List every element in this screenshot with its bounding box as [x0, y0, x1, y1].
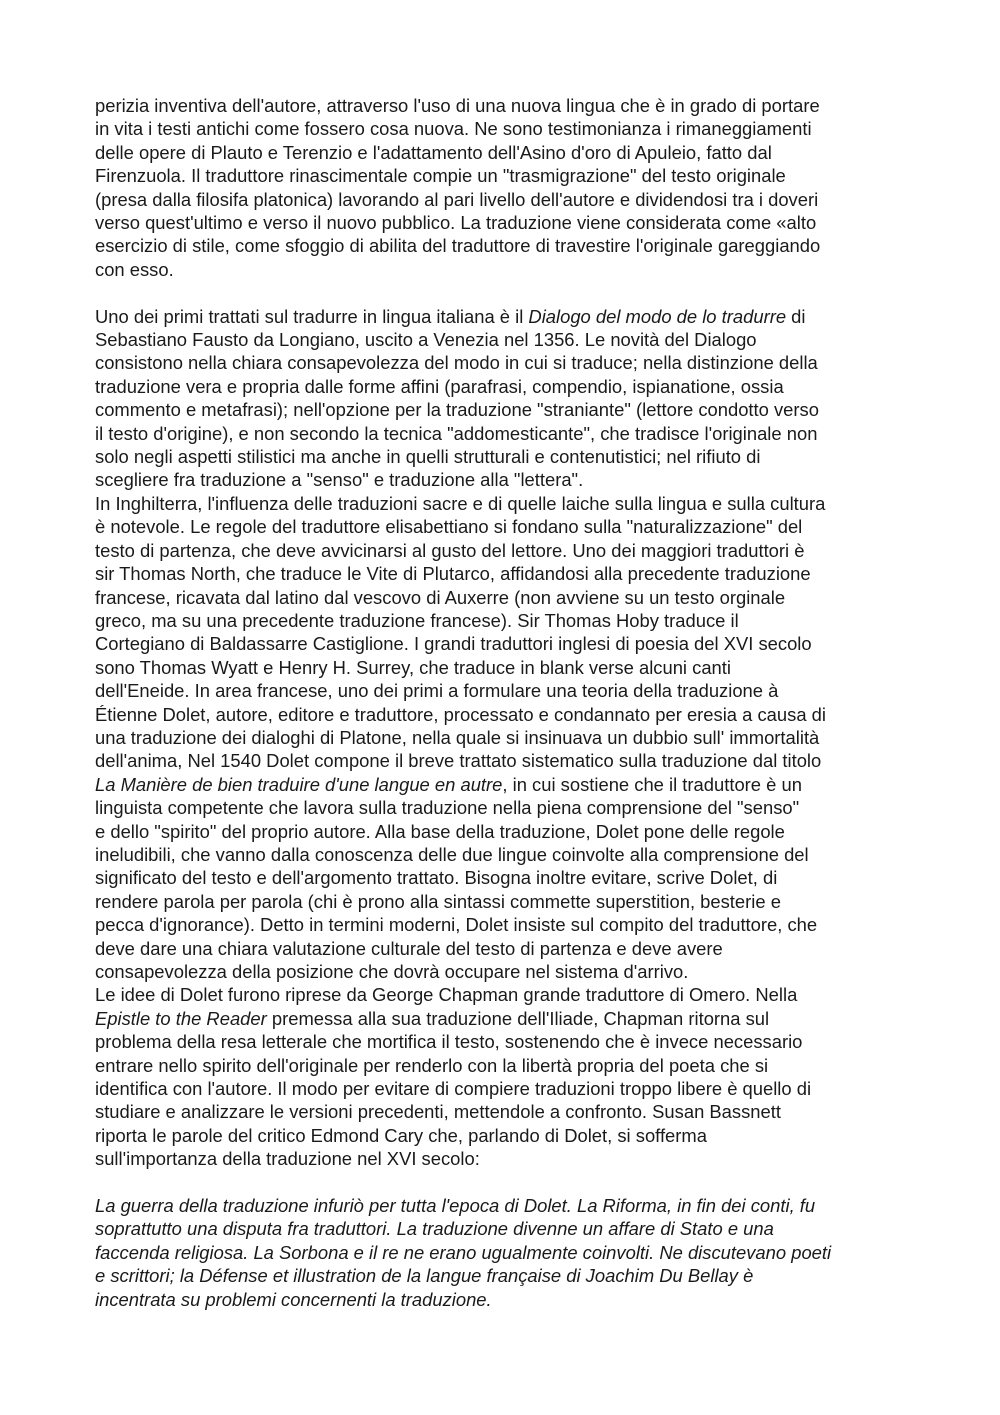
paragraph-spacer	[95, 1171, 910, 1194]
paragraph-text: In Inghilterra, l'influenza delle traduzioni sacre e di quelle laiche sulla lingua e sulla cultura è notevole. Le regole del traduttore elisabettiano si fondano sulla "naturalizzazione" del testo di partenza, che deve avvicinarsi al gusto del lettore. Uno dei maggiori traduttori è sir Thomas North, che traduce le Vite di Plutarco, affidandosi alla precedente traduzione francese, ricavata dal latino dal vescovo di Auxerre (non avviene su un testo orginale greco, ma su una precedente traduzione francese). Sir Thomas Hoby traduce il Cortegiano di Baldassarre Castiglione. I grandi traduttori inglesi di poesia del XVI secolo sono Thomas Wyatt e Henry H. Surrey, che traduce in blank verse alcuni canti dell'Eneide. In area francese, uno dei primi a formulare una teoria della traduzione à Étienne Dolet, autore, editore e traduttore, processato e condannato per eresia a causa di una traduzione dei dialoghi di Platone, nella quale si insinuava un dubbio sull' immortalità dell'anima, Nel 1540 Dolet compone il breve trattato sistematico sulla traduzione dal titolo	[95, 492, 826, 772]
book-title-maniere: La Manière de bien traduire d'une langue en autre	[95, 773, 503, 795]
paragraph-text: di Sebastiano Fausto da Longiano, uscito a Venezia nel 1356. Le novità del Dialogo consistono nella chiara consapevolezza del modo in cui si traduce; nella distinzione della traduzione vera e propria dalle forme affini (parafrasi, compendio, ispianatione, ossia commento e metafrasi); nell'opzione per la traduzione "straniante" (lettore condotto verso il testo d'origine), e non secondo la tecnica "addomesticante", che tradisce l'originale non solo negli aspetti stilistici ma anche in quelli strutturali e contenutistici; nel rifiuto di scegliere fra traduzione a "senso" e traduzione alla "lettera".	[95, 305, 819, 491]
paragraph-renaissance-translator: perizia inventiva dell'autore, attraverso l'uso di una nuova lingua che è in grado di portare in vita i testi antichi come fossero cosa nuova. Ne sono testimonianza i rimaneggiamenti delle opere di Plauto e Terenzio e l'adattamento dell'Asino d'oro di Apuleio, fatto dal Firenzuola. Il traduttore rinascimentale compie un "trasmigrazione" del testo originale (presa dalla filosifa platonica) lavorando al pari livello dell'autore e dividendosi tra i doveri verso quest'ultimo e verso il nuovo pubblico. La traduzione viene considerata come «alto esercizio di stile, come sfoggio di abilita del traduttore di travestire l'originale gareggiando con esso.	[95, 95, 821, 280]
paragraph-chapman	[95, 983, 910, 1170]
document-page	[95, 94, 910, 1311]
paragraph-text: Uno dei primi trattati sul tradurre in lingua italiana è il	[95, 305, 529, 327]
paragraph-england-france	[95, 492, 910, 984]
paragraph-italian-treatise	[95, 305, 910, 492]
book-title-dialogo: Dialogo del modo de lo tradurre	[528, 305, 787, 327]
paragraph-text: premessa alla sua traduzione dell'Iliade, Chapman ritorna sul problema della resa letterale che mortifica il testo, sostenendo che è invece necessario entrare nello spirito dell'originale per renderlo con la libertà propria del poeta che si identifica con l'autore. Il modo per evitare di compiere traduzioni troppo libere è quello di studiare e analizzare le versioni precedenti, mettendole a confronto. Susan Bassnett riporta le parole del critico Edmond Cary che, parlando di Dolet, si sofferma sull'importanza della traduzione nel XVI secolo:	[95, 1007, 812, 1170]
block-quote-cary: La guerra della traduzione infuriò per tutta l'epoca di Dolet. La Riforma, in fin dei conti, fu soprattutto una disputa fra traduttori. La traduzione divenne un affare di Stato e una faccenda religiosa. La Sorbona e il re ne erano ugualmente coinvolti. Ne discutevano poeti e scrittori; la Défense et illustration de la langue française di Joachim Du Bellay è incentrata su problemi concernenti la traduzione.	[95, 1195, 832, 1310]
paragraph-text: , in cui sostiene che il traduttore è un linguista competente che lavora sulla traduzione nella piena comprensione del "senso" e dello "spirito" del proprio autore. Alla base della traduzione, Dolet pone delle regole ineludibili, che vanno dalla conoscenza delle due lingue coinvolte alla comprensione del significato del testo e dell'argomento trattato. Bisogna inoltre evitare, scrive Dolet, di rendere parola per parola (chi è prono alla sintassi commette superstition, besterie e pecca d'ignorance). Detto in termini moderni, Dolet insiste sul compito del traduttore, che deve dare una chiara valutazione culturale del testo di partenza e deve avere consapevolezza della posizione che dovrà occupare nel sistema d'arrivo.	[95, 773, 818, 983]
book-title-epistle: Epistle to the Reader	[95, 1007, 267, 1029]
paragraph-spacer	[95, 281, 910, 304]
paragraph-text: Le idee di Dolet furono riprese da George Chapman grande traduttore di Omero. Nella	[95, 984, 798, 1006]
